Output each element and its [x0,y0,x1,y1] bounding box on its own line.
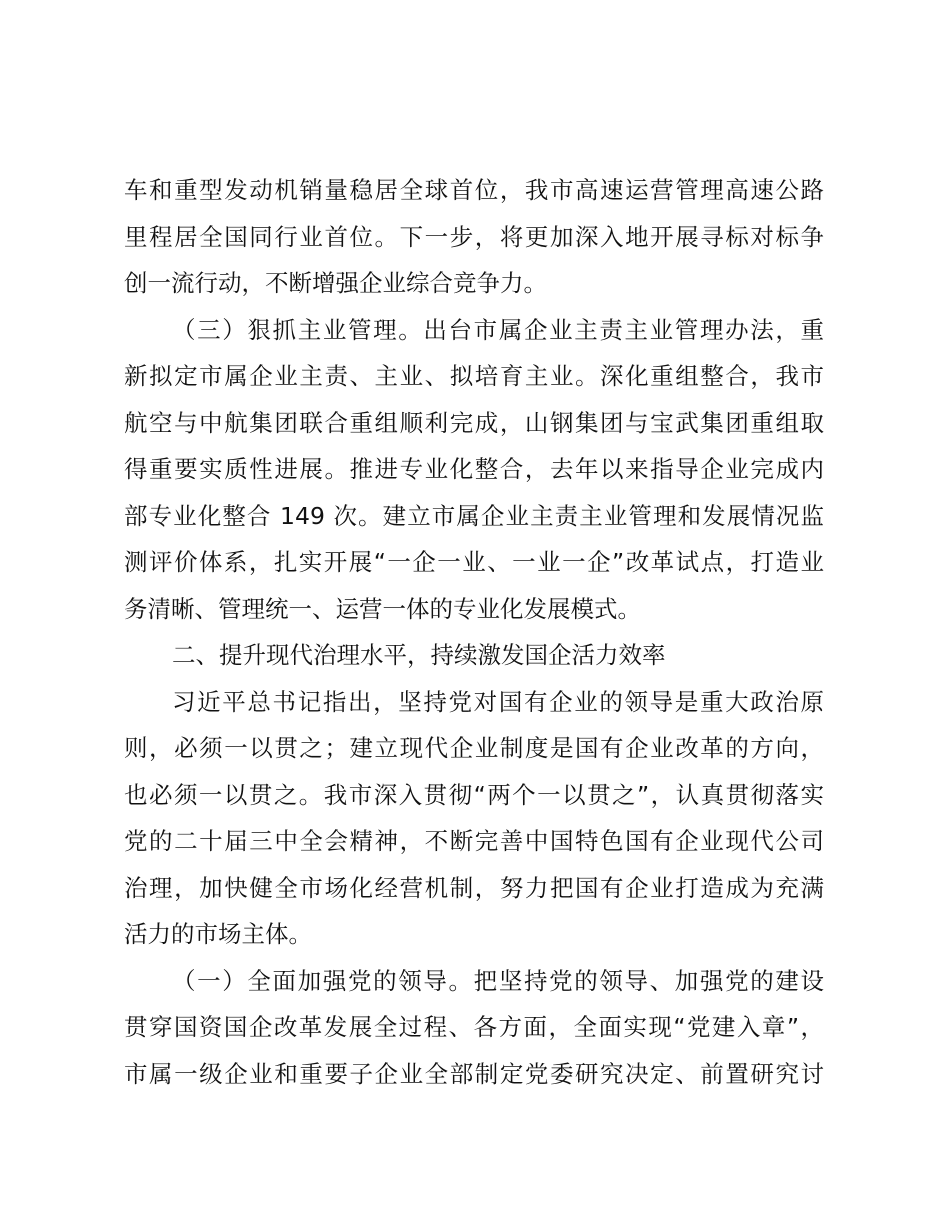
paragraph-subsection-1 [124,958,824,1098]
text-line: 务清晰、管理统一、运营一体的专业化发展模式。 [124,594,641,623]
paragraph-body [124,679,824,958]
section-heading-text: 二、提升现代治理水平，持续激发国企活力效率 [172,641,666,669]
text-line: 活力的市场主体。 [124,920,312,948]
text-line: 习近平总书记指出，坚持党对国有企业的领导是重大政治原 [172,687,824,716]
paragraph-subsection-3 [124,307,824,633]
text-line: 则，必须一以贯之；建立现代企业制度是国有企业改革的方向， [124,734,824,762]
text-line: 治理，加快健全市场化经营机制，努力把国有企业打造成为充满 [124,873,824,902]
text-line: 党的二十届三中全会精神，不断完善中国特色国有企业现代公司 [124,827,824,855]
document-body [124,167,824,1097]
section-heading [124,632,824,679]
text-line: 测评价体系，扎实开展“一企一业、一业一企”改革试点，打造业 [124,548,824,576]
text-line: 市属一级企业和重要子企业全部制定党委研究决定、前置研究讨 [124,1059,824,1088]
text-line: （三）狠抓主业管理。出台市属企业主责主业管理办法，重 [172,315,824,344]
text-line: 得重要实质性进展。推进专业化整合，去年以来指导企业完成内 [124,455,824,483]
text-line: （一）全面加强党的领导。把坚持党的领导、加强党的建设 [172,966,824,995]
text-line: 车和重型发动机销量稳居全球首位，我市高速运营管理高速公路 [124,176,824,204]
text-line: 贯穿国资国企改革发展全过程、各方面，全面实现“党建入章”， [124,1013,824,1041]
text-line: 创一流行动，不断增强企业综合竞争力。 [124,269,547,297]
text-line: 也必须一以贯之。我市深入贯彻“两个一以贯之”，认真贯彻落实 [124,780,824,809]
text-line: 里程居全国同行业首位。下一步，将更加深入地开展寻标对标争 [124,222,824,251]
text-line: 部专业化整合 149 次。建立市属企业主责主业管理和发展情况监 [124,501,824,530]
text-line: 航空与中航集团联合重组顺利完成，山钢集团与宝武集团重组取 [124,408,824,437]
paragraph-continuation [124,167,824,307]
text-line: 新拟定市属企业主责、主业、拟培育主业。深化重组整合，我市 [124,362,824,390]
